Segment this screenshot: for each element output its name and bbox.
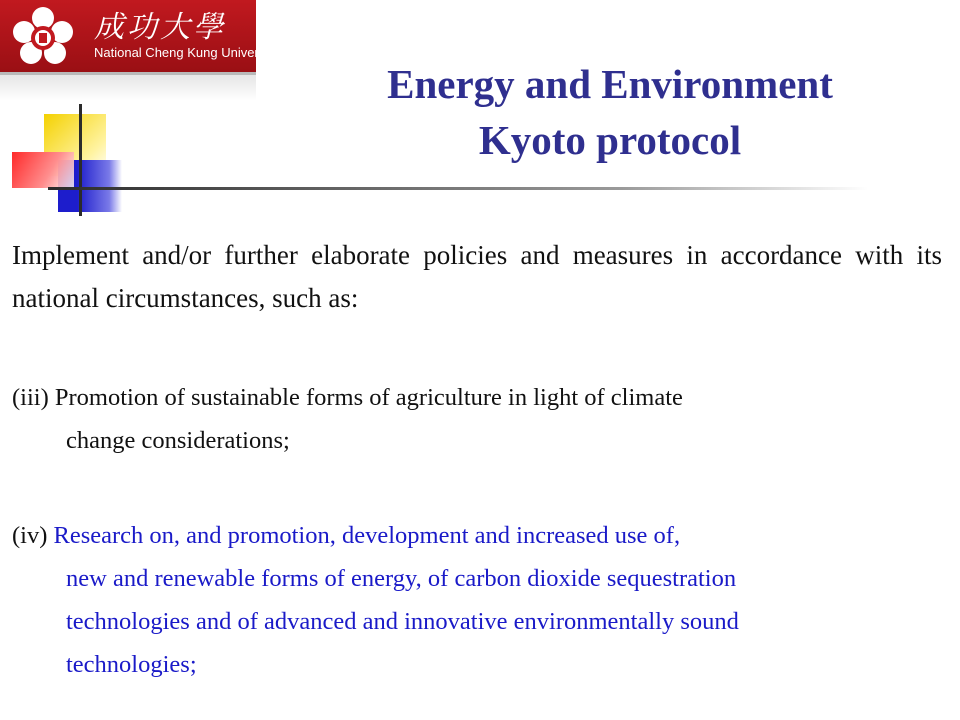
university-chinese-name: 成功大學 [94,10,226,45]
title-line-1: Energy and Environment [387,61,833,107]
item-continuation: new and renewable forms of energy, of carbon dioxide sequestration [66,565,737,592]
item-continuation: technologies; [66,651,197,678]
item-continuation: technologies and of advanced and innovative environmentally sound [66,608,739,635]
list-item [12,514,942,686]
item-number: (iv) [12,522,48,549]
item-text: Research on, and promotion, development and increased use of, [53,522,681,549]
item-text: Promotion of sustainable forms of agriculture in light of climate [54,384,683,411]
list-item [12,376,942,462]
intro-paragraph: Implement and/or further elaborate policies and measures in accordance with its national circumstances, such as: [12,240,942,313]
ncku-emblem-icon [10,6,76,66]
title-underline [48,187,868,190]
decor-red-square [12,152,74,188]
university-logo-banner [0,0,279,75]
university-english-name: National Cheng Kung University [94,45,279,60]
item-number: (iii) [12,384,49,411]
title-line-2: Kyoto protocol [478,117,742,163]
item-continuation: change considerations; [66,427,290,454]
decor-vertical-line [79,104,82,216]
slide-title [300,56,920,168]
banner-shadow [0,75,256,101]
